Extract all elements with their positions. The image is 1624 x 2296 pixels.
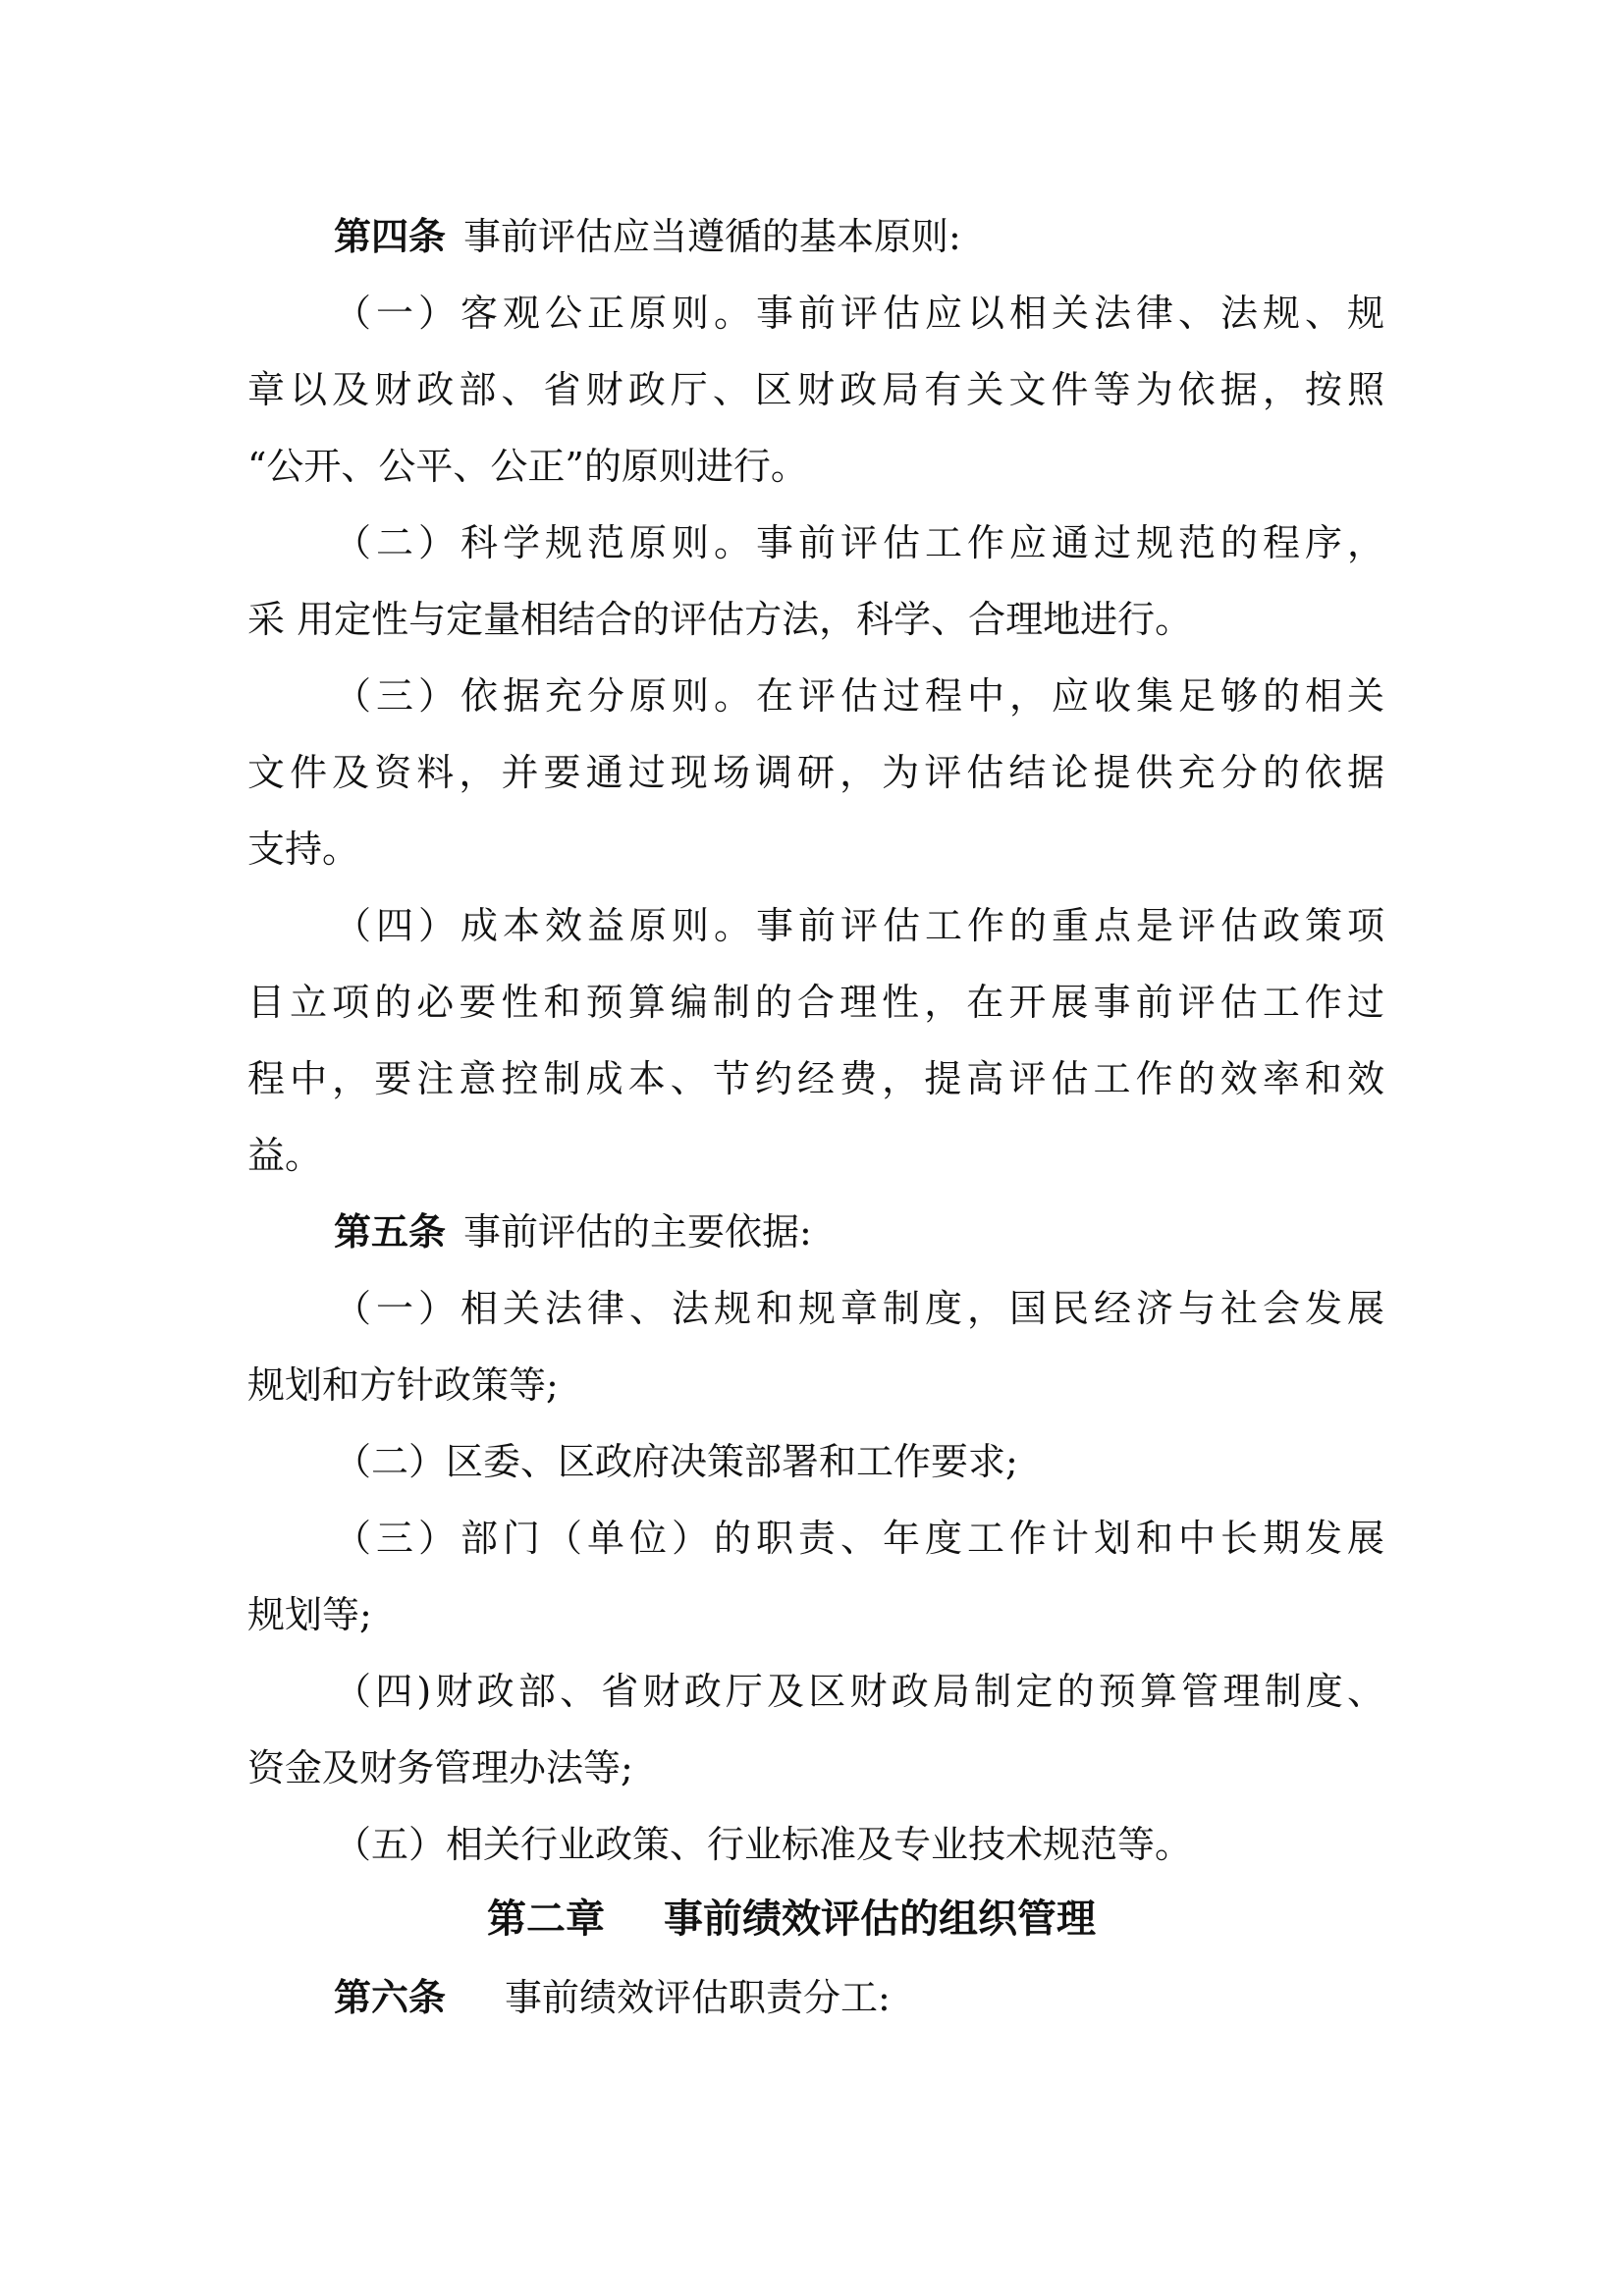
article4-label: 第四条 [334, 214, 447, 258]
article5-label: 第五条 [334, 1209, 447, 1254]
a4-item1-line1: （一）客观公正原则。事前评估应以相关法律、法规、规 [334, 292, 1384, 335]
a4-item4-line2: 目立项的必要性和预算编制的合理性，在开展事前评估工作过 [247, 981, 1384, 1024]
article4-heading [334, 214, 961, 259]
a4-item3-line2: 文件及资料，并要通过现场调研，为评估结论提供充分的依据 [247, 751, 1384, 794]
a4-item1-line2: 章以及财政部、省财政厅、区财政局有关文件等为依据，按照 [247, 368, 1384, 411]
a5-item4-line1: （四)财政部、省财政厅及区财政局制定的预算管理制度、 [334, 1670, 1384, 1713]
a5-item3-line2: 规划等; [247, 1593, 372, 1636]
a4-item1-line3: “公开、公平、公正”的原则进行。 [247, 445, 808, 488]
article5-text: 事前评估的主要依据: [463, 1210, 812, 1254]
chapter2-number: 第二章 [487, 1896, 605, 1942]
a4-item2-line1: （二）科学规范原则。事前评估工作应通过规范的程序， [334, 521, 1384, 564]
chapter2-heading [487, 1896, 1096, 1943]
a4-item4-line3: 程中，要注意控制成本、节约经费，提高评估工作的效率和效 [247, 1057, 1384, 1100]
a4-item3-line1: （三）依据充分原则。在评估过程中，应收集足够的相关 [334, 674, 1384, 718]
chapter2-title: 事前绩效评估的组织管理 [664, 1896, 1096, 1942]
a5-item3-line1: （三）部门（单位）的职责、年度工作计划和中长期发展 [334, 1517, 1384, 1560]
article4-text: 事前评估应当遵循的基本原则: [463, 215, 961, 258]
article5-heading [334, 1209, 812, 1255]
a5-item2-line1: （二）区委、区政府决策部署和工作要求; [334, 1440, 1018, 1483]
a4-item2-line2: 采 用定性与定量相结合的评估方法，科学、合理地进行。 [247, 598, 1193, 641]
a5-item4-line2: 资金及财务管理办法等; [247, 1746, 633, 1789]
a5-item5-line1: （五）相关行业政策、行业标准及专业技术规范等。 [334, 1823, 1193, 1866]
a4-item3-line3: 支持。 [247, 828, 360, 871]
a5-item1-line1: （一）相关法律、法规和规章制度，国民经济与社会发展 [334, 1287, 1384, 1330]
article6-heading [334, 1975, 891, 2020]
a4-item4-line4: 益。 [247, 1134, 323, 1177]
a5-item1-line2: 规划和方针政策等; [247, 1363, 559, 1407]
article6-label: 第六条 [334, 1975, 447, 2019]
a4-item4-line1: （四）成本效益原则。事前评估工作的重点是评估政策项 [334, 904, 1384, 947]
article6-text: 事前绩效评估职责分工: [505, 1976, 891, 2019]
